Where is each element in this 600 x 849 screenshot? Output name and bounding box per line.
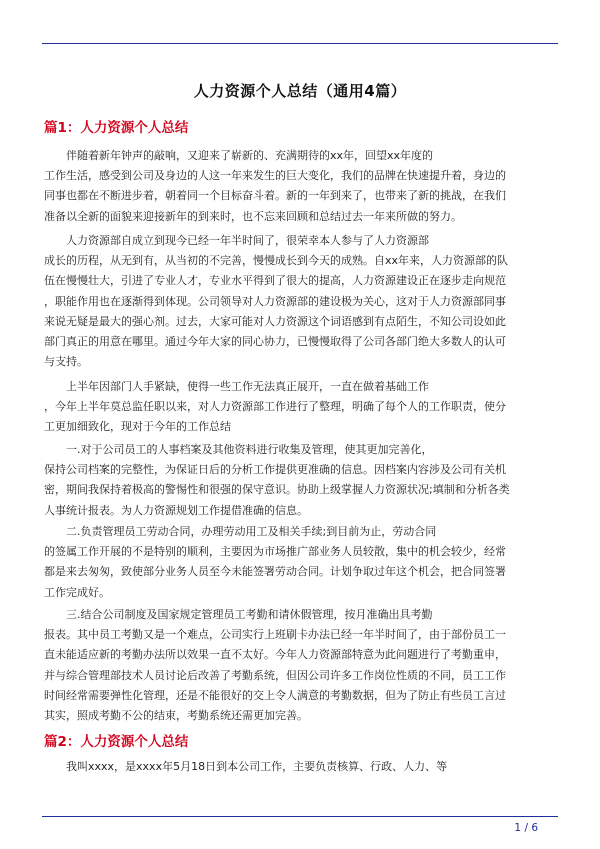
footer-divider <box>42 816 558 817</box>
paragraph-4 <box>44 440 556 521</box>
text-line: 我叫xxxx，是xxxx年5月18日到本公司工作，主要负责核算、行政、人力、等 <box>66 760 448 773</box>
text-line: 时间经常需要弹性化管理，还是不能很好的交上令人满意的考勤数据，但为了防止有些员工言过 <box>44 688 506 702</box>
text-line: 一.对于公司员工的人事档案及其他资料进行收集及管理，使其更加完善化， <box>66 443 433 456</box>
paragraph-3 <box>44 377 556 438</box>
text-line: 成长的历程，从无到有，从当初的不完善，慢慢成长到今天的成熟。自xx年来，人力资源部的队 <box>44 254 509 268</box>
paragraph-5 <box>44 522 556 603</box>
text-line: 同事也都在不断进步着，朝着同一个目标奋斗着。新的一年到来了，也带来了新的挑战，在我们 <box>44 189 506 203</box>
text-line: 工作生活，感受到公司及身边的人这一年来发生的巨大变化，我们的品牌在快速提升着，身边的 <box>44 169 506 183</box>
paragraph-2 <box>44 231 556 372</box>
text-line: 三.结合公司制度及国家规定管理员工考勤和请休假管理，按月准确出具考勤 <box>66 608 433 621</box>
text-line: 二.负责管理员工劳动合同，办理劳动用工及相关手续;到目前为止，劳动合同 <box>66 525 437 538</box>
paragraph-7 <box>44 757 556 777</box>
text-line: 其实，照成考勤不公的结束，考勤系统还需更加完善。 <box>44 709 308 723</box>
text-line: 人事统计报表。为人力资源规划工作提借准确的信息。 <box>44 503 308 517</box>
text-line: 部门真正的用意在哪里。通过今年大家的同心协力，已慢慢取得了公司各部门绝大多数人的认可 <box>44 335 506 349</box>
text-line: 报表。其中员工考勤又是一个难点，公司实行上班刷卡办法已经一年半时间了，由于部份员工一 <box>44 628 506 642</box>
text-line: 人力资源部自成立到现今已经一年半时间了，很荣幸本人参与了人力资源部 <box>66 234 429 247</box>
text-line: 与支持。 <box>44 355 88 369</box>
header-divider <box>42 43 558 44</box>
text-line: ，今年上半年莫总监任职以来，对人力资源部工作进行了整理，明确了每个人的工作职责，使分 <box>44 400 506 414</box>
section-heading-2: 篇2：人力资源个人总结 <box>44 734 189 750</box>
paragraph-1 <box>44 146 556 227</box>
text-line: 来说无疑是最大的强心剂。过去，大家可能对人力资源这个词语感到有点陌生，不知公司设如此 <box>44 314 506 328</box>
text-line: 保持公司档案的完整性，为保证日后的分析工作提供更准确的信息。因档案内容涉及公司有关机 <box>44 463 506 477</box>
section-heading-1: 篇1：人力资源个人总结 <box>44 120 189 136</box>
page-number: 1 / 6 <box>514 822 538 834</box>
text-line: ，职能作用也在逐渐得到体现。公司领导对人力资源部的建设极为关心，这对于人力资源部同事 <box>44 294 506 308</box>
text-line: 的签属工作开展的不是特别的顺利，主要因为市场推广部业务人员较散，集中的机会较少，经常 <box>44 545 506 559</box>
text-line: 准备以全新的面貌来迎接新年的到来时，也不忘来回顾和总结过去一年来所做的努力。 <box>44 209 462 223</box>
text-line: 直未能适应新的考勤办法所以效果一直不太好。今年人力资源部特意为此问题进行了考勤重申， <box>44 648 506 662</box>
text-line: 伍在慢慢壮大，引进了专业人才，专业水平得到了很大的提高，人力资源建设正在逐步走向规范 <box>44 274 506 288</box>
text-line: 工作完成好。 <box>44 585 110 599</box>
text-line: 并与综合管理部技术人员讨论后改善了考勤系统，但因公司许多工作岗位性质的不同，员工工作 <box>44 668 506 682</box>
text-line: 密，期间我保持着极高的警惕性和很强的保守意识。协助上级掌握人力资源状况;填制和分析各类 <box>44 483 510 497</box>
page-title: 人力资源个人总结（通用4篇） <box>193 82 407 100</box>
text-line: 伴随着新年钟声的敲响，又迎来了崭新的、充满期待的xx年，回望xx年度的 <box>66 149 434 162</box>
text-line: 都是来去匆匆，致使部分业务人员至今未能签署劳动合同。计划争取过年这个机会，把合同签署 <box>44 565 506 579</box>
paragraph-6 <box>44 605 556 726</box>
text-line: 上半年因部门人手紧缺，使得一些工作无法真正展开，一直在做着基础工作 <box>66 380 429 393</box>
text-line: 工更加细致化，现对于今年的工作总结 <box>44 420 231 434</box>
